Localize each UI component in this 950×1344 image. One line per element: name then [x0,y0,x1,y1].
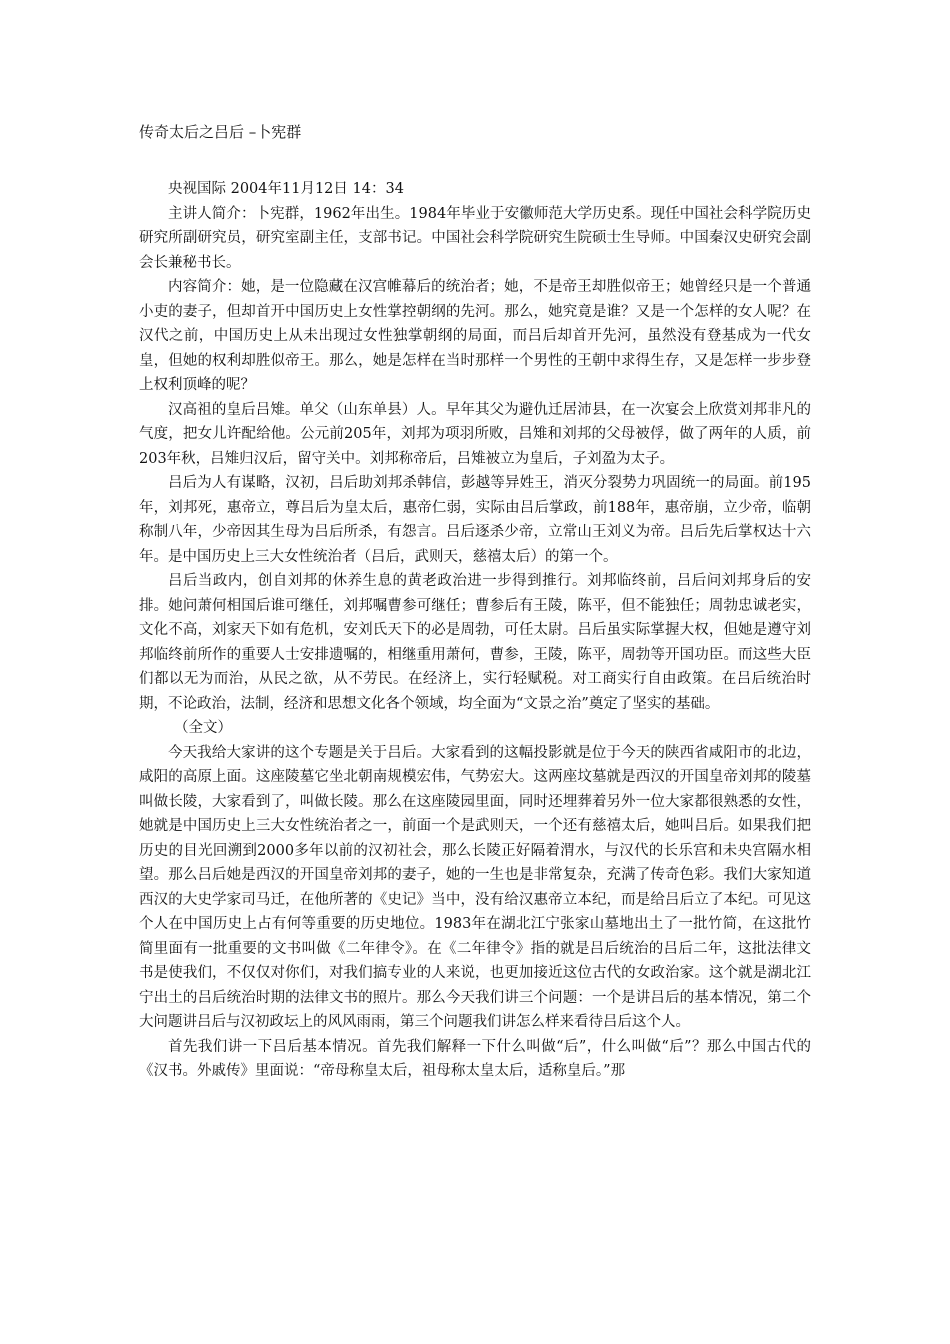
speaker-intro-paragraph: 主讲人简介：卜宪群，1962年出生。1984年毕业于安徽师范大学历史系。现任中国社会科学院历史研究所副研究员，研究室副主任，支部书记。中国社会科学院研究生院硕士生导师。中国秦汉史研究会副会长兼秘书长。 [139,205,811,271]
document-body [139,177,811,1084]
body-paragraph: 吕后当政内，创自刘邦的休养生息的黄老政治进一步得到推行。刘邦临终前，吕后问刘邦身后的安排。她问萧何相国后谁可继任，刘邦嘱曹参可继任；曹参后有王陵，陈平，但不能独任；周勃忠诚老实，文化不高，刘家天下如有危机，安刘氏天下的必是周勃，可任太尉。吕后虽实际掌握大权，但她是遵守刘邦临终前所作的重要人士安排遗嘱的，相继重用萧何，曹参，王陵，陈平，周勃等开国功臣。而这些大臣们都以无为而治，从民之欲，从不劳民。在经济上，实行轻赋税。对工商实行自由政策。在吕后统治时期，不论政治，法制，经济和思想文化各个领域，均全面为“文景之治”奠定了坚实的基础。 [139,573,811,712]
full-text-marker: （全文） [174,720,232,736]
body-paragraph: 首先我们讲一下吕后基本情况。首先我们解释一下什么叫做“后”，什么叫做“后”？那么中国古代的《汉书。外戚传》里面说：“帝母称皇太后，祖母称太皇太后，适称皇后。”那 [139,1038,811,1079]
body-paragraph: 吕后为人有谋略，汉初，吕后助刘邦杀韩信，彭越等异姓王，消灭分裂势力巩固统一的局面。前195年，刘邦死，惠帝立，尊吕后为皇太后，惠帝仁弱，实际由吕后掌政，前188年，惠帝崩，立少帝，临朝称制八年，少帝因其生母为吕后所杀，有怨言。吕后逐杀少帝，立常山王刘义为帝。吕后先后掌权达十六年。是中国历史上三大女性统治者（吕后，武则天，慈禧太后）的第一个。 [139,475,811,565]
body-paragraph: 汉高祖的皇后吕雉。单父（山东单县）人。早年其父为避仇迁居沛县，在一次宴会上欣赏刘邦非凡的气度，把女儿许配给他。公元前205年，刘邦为项羽所败，吕雉和刘邦的父母被俘，做了两年的人质，前203年秋，吕雉归汉后，留守关中。刘邦称帝后，吕雉被立为皇后，子刘盈为太子。 [139,401,811,467]
document-title: 传奇太后之吕后 –卜宪群 [139,123,302,141]
body-paragraph: 今天我给大家讲的这个专题是关于吕后。大家看到的这幅投影就是位于今天的陕西省咸阳市的北边，咸阳的高原上面。这座陵墓它坐北朝南规模宏伟，气势宏大。这两座坟墓就是西汉的开国皇帝刘邦的陵墓叫做长陵，大家看到了，叫做长陵。那么在这座陵园里面，同时还埋葬着另外一位大家都很熟悉的女性，她就是中国历史上三大女性统治者之一，前面一个是武则天，一个还有慈禧太后，她叫吕后。如果我们把历史的目光回溯到2000多年以前的汉初社会，那么长陵正好隔着渭水，与汉代的长乐宫和未央宫隔水相望。那么吕后她是西汉的开国皇帝刘邦的妻子，她的一生也是非常复杂，充满了传奇色彩。我们大家知道西汉的大史学家司马迁，在他所著的《史记》当中，没有给汉惠帝立本纪，而是给吕后立了本纪。可见这个人在中国历史上占有何等重要的历史地位。1983年在湖北江宁张家山墓地出土了一批竹简，在这批竹简里面有一批重要的文书叫做《二年律令》。在《二年律令》指的就是吕后统治的吕后二年，这批法律文书是使我们，不仅仅对你们，对我们搞专业的人来说，也更加接近这位古代的女政治家。这个就是湖北江宁出土的吕后统治时期的法律文书的照片。那么今天我们讲三个问题：一个是讲吕后的基本情况，第二个大问题讲吕后与汉初政坛上的风风雨雨，第三个问题我们讲怎么样来看待吕后这个人。 [139,744,811,1030]
broadcast-dateline: 央视国际 2004年11月12日 14：34 [168,181,404,197]
content-summary-paragraph: 内容简介：她，是一位隐藏在汉宫帷幕后的统治者；她，不是帝王却胜似帝王；她曾经只是一个普通小吏的妻子，但却首开中国历史上女性掌控朝纲的先河。那么，她究竟是谁？又是一个怎样的女人呢？在汉代之前，中国历史上从未出现过女性独掌朝纲的局面，而吕后却首开先河，虽然没有登基成为一代女皇，但她的权利却胜似帝王。那么，她是怎样在当时那样一个男性的王朝中求得生存，又是怎样一步步登上权利顶峰的呢？ [139,279,811,393]
